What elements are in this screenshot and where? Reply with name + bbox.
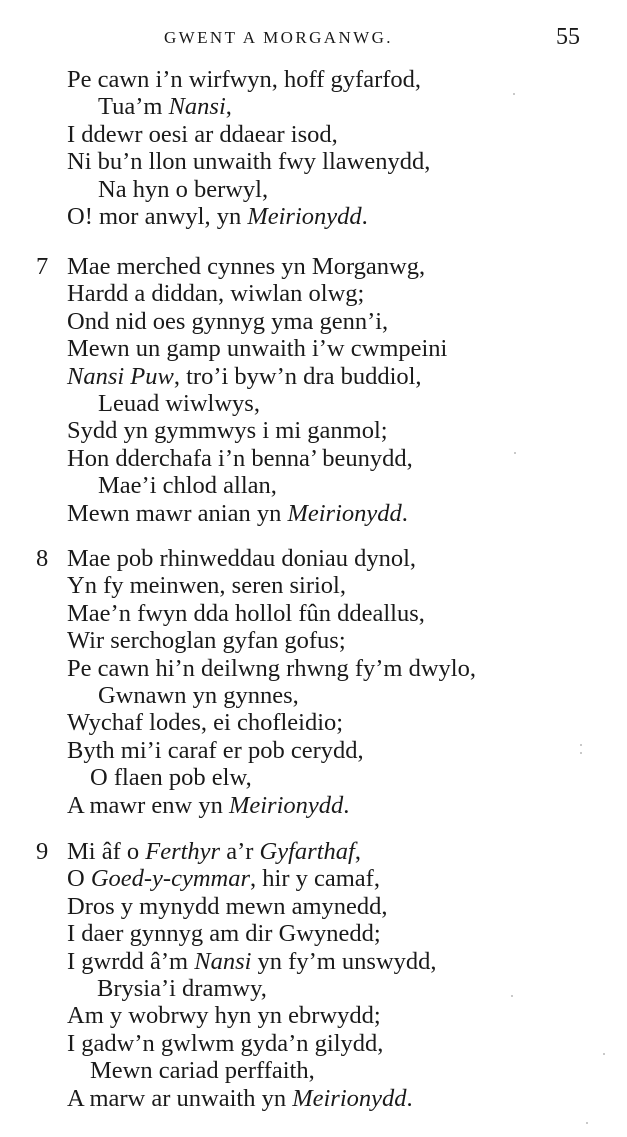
stanza-7: [0, 253, 627, 527]
verse-text: Ond nid oes gynnyg yma genn’i,: [67, 307, 389, 335]
verse-text: Mae pob rhinweddau doniau dynol,: [67, 545, 417, 572]
verse-line: [0, 948, 627, 975]
verse-line: [0, 176, 627, 203]
verse-line: [0, 600, 627, 627]
verse-line: [0, 390, 627, 417]
verse-text: O Goed-y-cymmar, hir y camaf,: [67, 865, 380, 893]
verse-line: [0, 148, 627, 175]
verse-line: [0, 1057, 627, 1084]
stanza-9: [0, 838, 627, 1112]
verse-text: I ddewr oesi ar ddaear isod,: [67, 120, 338, 148]
verse-text: Mewn cariad perffaith,: [90, 1057, 315, 1085]
verse-line: [0, 655, 627, 682]
verse-line: [0, 121, 627, 148]
verse-line: [0, 472, 627, 499]
verse-line: [0, 1030, 627, 1057]
verse-line: [0, 792, 627, 819]
italic-name: Nansi: [194, 947, 252, 975]
page-number: 55: [556, 24, 580, 50]
italic-name: Gyfarthaf: [259, 838, 355, 865]
verse-text: Mae merched cynnes yn Morganwg,: [67, 253, 426, 280]
verse-line: [0, 682, 627, 709]
print-speck: [513, 93, 515, 95]
italic-name: Nansi: [168, 93, 226, 121]
verse-text: Pe cawn i’n wirfwyn, hoff gyfarfod,: [67, 66, 422, 93]
stanza-number: 9: [36, 838, 49, 865]
verse-text: Mewn un gamp unwaith i’w cwmpeini: [67, 335, 448, 363]
verse-text: Tua’m Nansi,: [98, 93, 232, 121]
stanza-number: 8: [36, 545, 49, 572]
verse-line: [0, 737, 627, 764]
verse-line: [0, 500, 627, 527]
verse-line: [0, 203, 627, 230]
verse-line: [0, 838, 627, 865]
print-speck: [603, 1053, 605, 1055]
verse-text: Leuad wiwlwys,: [98, 389, 260, 417]
verse-line: [0, 865, 627, 892]
verse-text: Wir serchoglan gyfan gofus;: [67, 627, 346, 655]
verse-line: [0, 975, 627, 1002]
verse-text: Dros y mynydd mewn amynedd,: [67, 892, 388, 920]
italic-name: Meirionydd: [292, 1084, 407, 1112]
verse-line: [0, 893, 627, 920]
verse-line: [0, 93, 627, 120]
running-header: [0, 24, 627, 52]
verse-line: [0, 66, 627, 93]
verse-text: A mawr enw yn Meirionydd.: [67, 791, 350, 819]
verse-line: [0, 417, 627, 444]
stanza-continuation: [0, 66, 627, 230]
verse-text: Ni bu’n llon unwaith fwy llawenydd,: [67, 148, 431, 176]
verse-text: Brysia’i dramwy,: [97, 974, 267, 1002]
verse-line: [0, 308, 627, 335]
verse-line: [0, 1085, 627, 1112]
verse-text: Am y wobrwy hyn yn ebrwydd;: [67, 1002, 381, 1030]
verse-text: Hardd a diddan, wiwlan olwg;: [67, 280, 365, 308]
verse-line: [0, 709, 627, 736]
verse-line: [0, 627, 627, 654]
verse-line: [0, 572, 627, 599]
verse-text: Hon dderchafa i’n benna’ beunydd,: [67, 444, 413, 472]
verse-text: Nansi Puw, tro’i byw’n dra buddiol,: [67, 362, 422, 390]
verse-line: [0, 363, 627, 390]
verse-text: Mewn mawr anian yn Meirionydd.: [67, 499, 408, 527]
verse-text: O flaen pob elw,: [90, 764, 252, 792]
verse-text: I gadw’n gwlwm gyda’n gilydd,: [67, 1029, 384, 1057]
print-speck: [580, 744, 582, 746]
italic-name: Ferthyr: [145, 838, 221, 865]
verse-text: Na hyn o berwyl,: [98, 175, 269, 203]
print-speck: [511, 995, 513, 997]
verse-line: [0, 335, 627, 362]
verse-text: O! mor anwyl, yn Meirionydd.: [67, 202, 368, 230]
print-speck: [580, 752, 582, 754]
print-speck: [514, 452, 516, 454]
running-title: GWENT A MORGANWG.: [164, 28, 393, 47]
verse-line: [0, 253, 627, 280]
verse-line: [0, 1002, 627, 1029]
italic-name: Meirionydd: [228, 791, 344, 819]
print-speck: [586, 1122, 588, 1124]
stanza-number: 7: [36, 253, 49, 280]
verse-text: Mae’i chlod allan,: [98, 472, 277, 500]
verse-text: Mae’n fwyn dda hollol fûn ddeallus,: [67, 599, 425, 627]
italic-name: Nansi Puw: [67, 362, 174, 390]
verse-text: A marw ar unwaith yn Meirionydd.: [67, 1084, 413, 1112]
verse-text: Sydd yn gymmwys i mi ganmol;: [67, 417, 388, 445]
italic-name: Meirionydd: [247, 202, 362, 230]
italic-name: Goed-y-cymmar: [90, 865, 251, 893]
verse-text: Pe cawn hi’n deilwng rhwng fy’m dwylo,: [67, 654, 476, 682]
verse-text: I gwrdd â’m Nansi yn fy’m unswydd,: [67, 947, 437, 975]
verse-text: Byth mi’i caraf er pob cerydd,: [67, 736, 364, 764]
verse-text: I daer gynnyg am dir Gwynedd;: [67, 920, 381, 948]
verse-line: [0, 920, 627, 947]
verse-text: Yn fy meinwen, seren siriol,: [67, 572, 346, 600]
stanza-8: [0, 545, 627, 819]
verse-line: [0, 764, 627, 791]
verse-text: Mi âf o Ferthyr a’r Gyfarthaf,: [67, 838, 361, 865]
verse-text: Gwnawn yn gynnes,: [98, 681, 299, 709]
verse-line: [0, 545, 627, 572]
italic-name: Meirionydd: [287, 499, 402, 527]
verse-line: [0, 280, 627, 307]
verse-line: [0, 445, 627, 472]
verse-text: Wychaf lodes, ei chofleidio;: [67, 709, 344, 737]
